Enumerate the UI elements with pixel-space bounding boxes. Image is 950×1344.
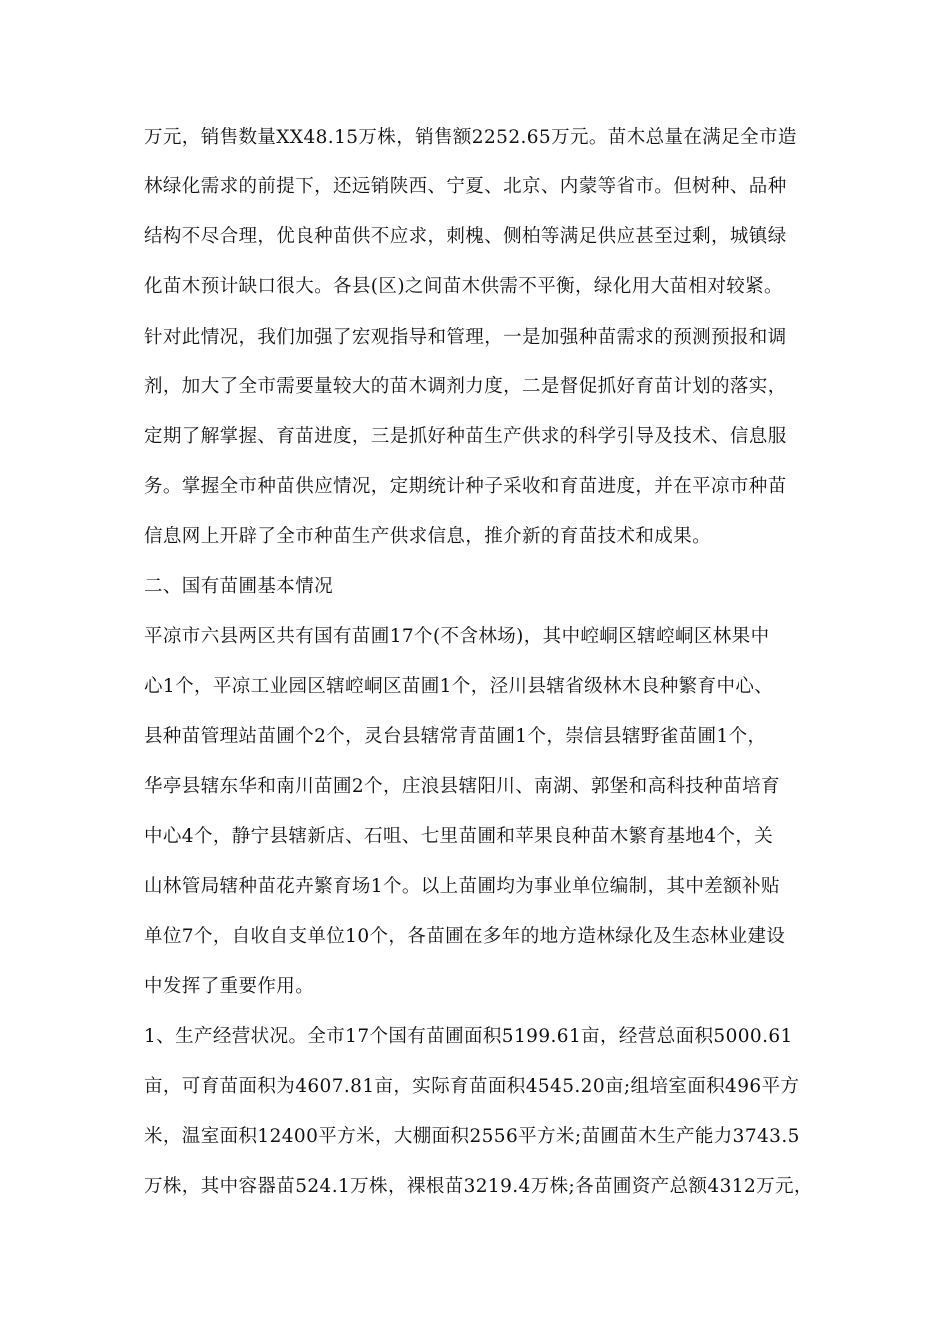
text-line: 单位7个，自收自支单位10个，各苗圃在多年的地方造林绿化及生态林业建设 <box>144 926 786 947</box>
text-line: 林绿化需求的前提下，还远销陕西、宁夏、北京、内蒙等省市。但树种、品种 <box>144 176 787 197</box>
text-line: 中发挥了重要作用。 <box>144 976 315 997</box>
text-line: 结构不尽合理，优良种苗供不应求，刺槐、侧柏等满足供应甚至过剩，城镇绿 <box>144 226 787 247</box>
text-line: 山林管局辖种苗花卉繁育场1个。以上苗圃均为事业单位编制，其中差额补贴 <box>144 876 780 897</box>
text-line: 米，温室面积12400平方米，大棚面积2556平方米;苗圃苗木生产能力3743.5 <box>144 1126 800 1147</box>
text-line: 1、生产经营状况。全市17个国有苗圃面积5199.61亩，经营总面积5000.61 <box>144 1026 793 1047</box>
text-line: 务。掌握全市种苗供应情况，定期统计种子采收和育苗进度，并在平凉市种苗 <box>144 476 787 497</box>
text-line: 化苗木预计缺口很大。各县(区)之间苗木供需不平衡，绿化用大苗相对较紧。 <box>144 276 783 297</box>
text-line: 针对此情况，我们加强了宏观指导和管理，一是加强种苗需求的预测预报和调 <box>144 327 787 348</box>
text-line: 华亭县辖东华和南川苗圃2个，庄浪县辖阳川、南湖、郭堡和高科技种苗培育 <box>144 776 780 797</box>
text-line: 万元，销售数量XX48.15万株，销售额2252.65万元。苗木总量在满足全市造 <box>144 127 797 148</box>
text-line: 亩，可育苗面积为4607.81亩，实际育苗面积4545.20亩;组培室面积496平方 <box>144 1076 800 1097</box>
text-line: 平凉市六县两区共有国有苗圃17个(不含林场)，其中崆峒区辖崆峒区林果中 <box>144 626 770 647</box>
text-line: 万株，其中容器苗524.1万株，裸根苗3219.4万株;各苗圃资产总额4312万元， <box>144 1176 813 1197</box>
section-heading: 二、国有苗圃基本情况 <box>144 576 334 597</box>
text-line: 剂，加大了全市需要量较大的苗木调剂力度，二是督促抓好育苗计划的落实， <box>144 376 787 397</box>
text-line: 中心4个，静宁县辖新店、石咀、七里苗圃和苹果良种苗木繁育基地4个，关 <box>144 826 774 847</box>
text-line: 定期了解掌握、育苗进度，三是抓好种苗生产供求的科学引导及技术、信息服 <box>144 426 787 447</box>
text-line: 县种苗管理站苗圃个2个，灵台县辖常青苗圃1个，崇信县辖野雀苗圃1个， <box>144 726 767 747</box>
text-line: 心1个，平凉工业园区辖崆峒区苗圃1个，泾川县辖省级林木良种繁育中心、 <box>144 676 774 697</box>
text-line: 信息网上开辟了全市种苗生产供求信息，推介新的育苗技术和成果。 <box>144 526 712 547</box>
